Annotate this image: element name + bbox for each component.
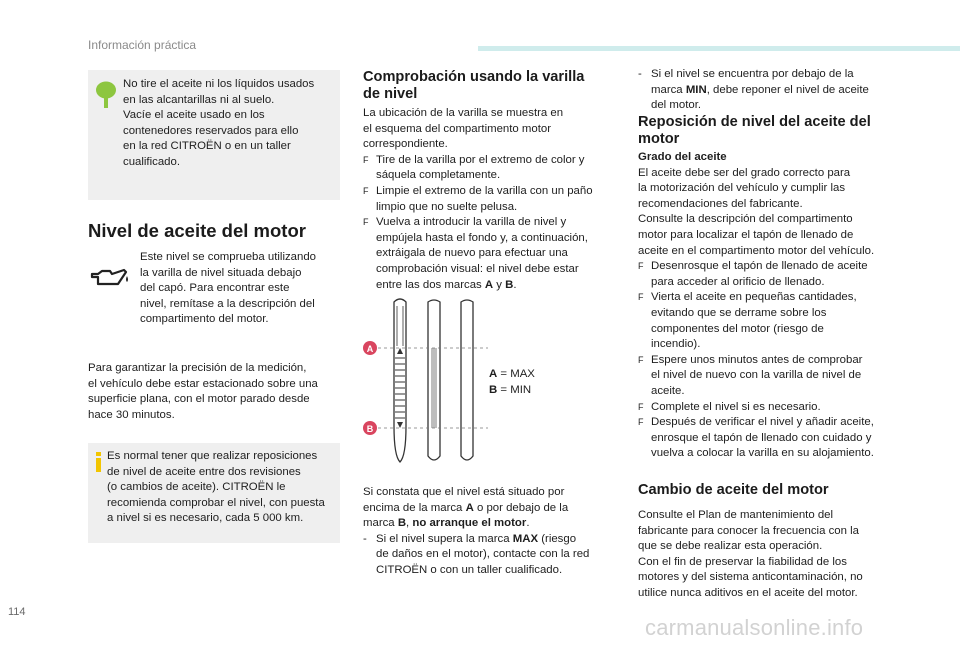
- header-accent-bar: [478, 46, 960, 51]
- oil-change-text: Consulte el Plan de mantenimiento del fabricante para conocer la frecuencia con la que se debe realizar esta operación. Con el fin de preservar la fiabilidad de los motores y del sistema anticontaminación, no utilice nunca aditivos en el aceite del motor.: [638, 509, 863, 599]
- bullet-icon: F: [638, 417, 644, 428]
- section-label: Información práctica: [88, 38, 197, 52]
- oil-topup-title: Reposición de nivel del aceite del motor: [638, 114, 871, 147]
- dipstick-check-title: Comprobación usando la varilla de nivel: [363, 69, 585, 102]
- info-icon: [95, 452, 103, 472]
- min-level-note: - Si el nivel se encuentra por debajo de la marca MIN, debe reponer el nivel de aceite del motor.: [638, 68, 869, 112]
- oil-change-title: Cambio de aceite del motor: [638, 482, 829, 498]
- bullet-icon: F: [638, 401, 644, 412]
- step-unscrew-cap: F Desenrosque el tapón de llenado de aceite para acceder al orificio de llenado.: [638, 259, 900, 290]
- recycle-note-text: No tire el aceite ni los líquidos usados en las alcantarillas ni al suelo. Vacíe el aceite usado en los contenedores reservados para ello en la red CITROËN o en un taller cualificado.: [123, 78, 315, 168]
- tree-icon: [93, 81, 119, 109]
- bullet-icon: F: [638, 354, 644, 365]
- bullet-icon: F: [638, 261, 644, 272]
- step-wait-check: F Espere unos minutos antes de comprobar el nivel de nuevo con la varilla de nivel de aceite.: [638, 353, 900, 400]
- info-note-text: Es normal tener que realizar reposiciones de nivel de aceite entre dos revisiones (o cambios de aceite). CITROËN le recomienda comprobar el nivel, con puesta a nivel si es necesario, cada 5 000 km.: [107, 450, 325, 525]
- info-note-box: [88, 443, 340, 543]
- mark-a-label: A: [366, 344, 374, 354]
- step-reinsert-dipstick: F Vuelva a introducir la varilla de nivel y empújela hasta el fondo y, a continuación, extráigala de nuevo para efectuar una comprobación visual: el nivel debe estar entre las dos marcas A y B.: [363, 215, 613, 293]
- dipstick-legend: A = MAX B = MIN: [489, 368, 535, 396]
- bullet-icon: F: [638, 292, 644, 303]
- step-complete-level: F Complete el nivel si es necesario.: [638, 400, 900, 416]
- bullet-icon: F: [363, 154, 369, 165]
- bullet-icon: F: [363, 217, 369, 228]
- step-pour-oil: F Vierta el aceite en pequeñas cantidades, evitando que se derrame sobre los componentes del motor (riesgo de incendio).: [638, 290, 900, 352]
- dipstick-instructions: La ubicación de la varilla se muestra en el esquema del compartimento motor correspondiente. F Tire de la varilla por el extremo de color y sáquela completamente. F Limpie el extremo de la varilla con un paño limpio que no suelte pelusa. F Vuelva a introducir la varilla de nivel y empújela hasta el fondo y, a continuación, extráigala de nuevo para efectuar una comprobación visual: el nivel debe estar entre las dos marcas A y B.: [363, 106, 613, 293]
- level-result-text: Si constata que el nivel está situado por encima de la marca A o por debajo de la marca B, no arranque el motor. - Si el nivel supera la marca MAX (riesgo de daños en el motor), contacte con la red CITROËN o con un taller cualificado.: [363, 486, 590, 576]
- oil-topup-text: Grado del aceite El aceite debe ser del grado correcto para la motorización del vehículo y cumplir las recomendaciones del fabricante. Consulte la descripción del compartimento motor para localizar el tapón de llenado de aceite en el compartimento motor del vehículo. F Desenrosque el tapón de llenado de aceite para acceder al orificio de llenado. F Vierta el aceite en pequeñas cantidades, evitando que se derrame sobre los componentes del motor (riesgo de incendio). F Espere unos minutos antes de comprobar el nivel de nuevo con la varilla de nivel de aceite. F Complete el nivel si es necesario. F Después de verificar el nivel y añadir aceite, enrosque el tapón de llenado con cuidado y vuelva a colocar la varilla en su alojamiento.: [638, 150, 900, 462]
- oil-level-title: Nivel de aceite del motor: [88, 220, 306, 241]
- dipstick-diagram: [360, 296, 490, 466]
- oil-can-icon: [88, 262, 132, 292]
- page-number: 114: [8, 606, 26, 618]
- oil-intro-text: Este nivel se comprueba utilizando la varilla de nivel situada debajo del capó. Para encontrar este nivel, remítase a la descripción del compartimento del motor.: [140, 251, 317, 326]
- step-close-cap: F Después de verificar el nivel y añadir aceite, enrosque el tapón de llenado con cuidado y vuelva a colocar la varilla en su alojamiento.: [638, 415, 900, 462]
- bullet-icon: F: [363, 185, 369, 196]
- recycle-note-box: [88, 70, 340, 200]
- step-clean-dipstick: F Limpie el extremo de la varilla con un paño limpio que no suelte pelusa.: [363, 184, 613, 215]
- watermark: carmanualsonline.info: [645, 615, 864, 640]
- precision-text: Para garantizar la precisión de la medición, el vehículo debe estar estacionado sobre una superficie plana, con el motor parado desde hace 30 minutos.: [88, 362, 318, 421]
- mark-b-label: B: [366, 424, 374, 434]
- step-pull-dipstick: F Tire de la varilla por el extremo de color y sáquela completamente.: [363, 153, 613, 184]
